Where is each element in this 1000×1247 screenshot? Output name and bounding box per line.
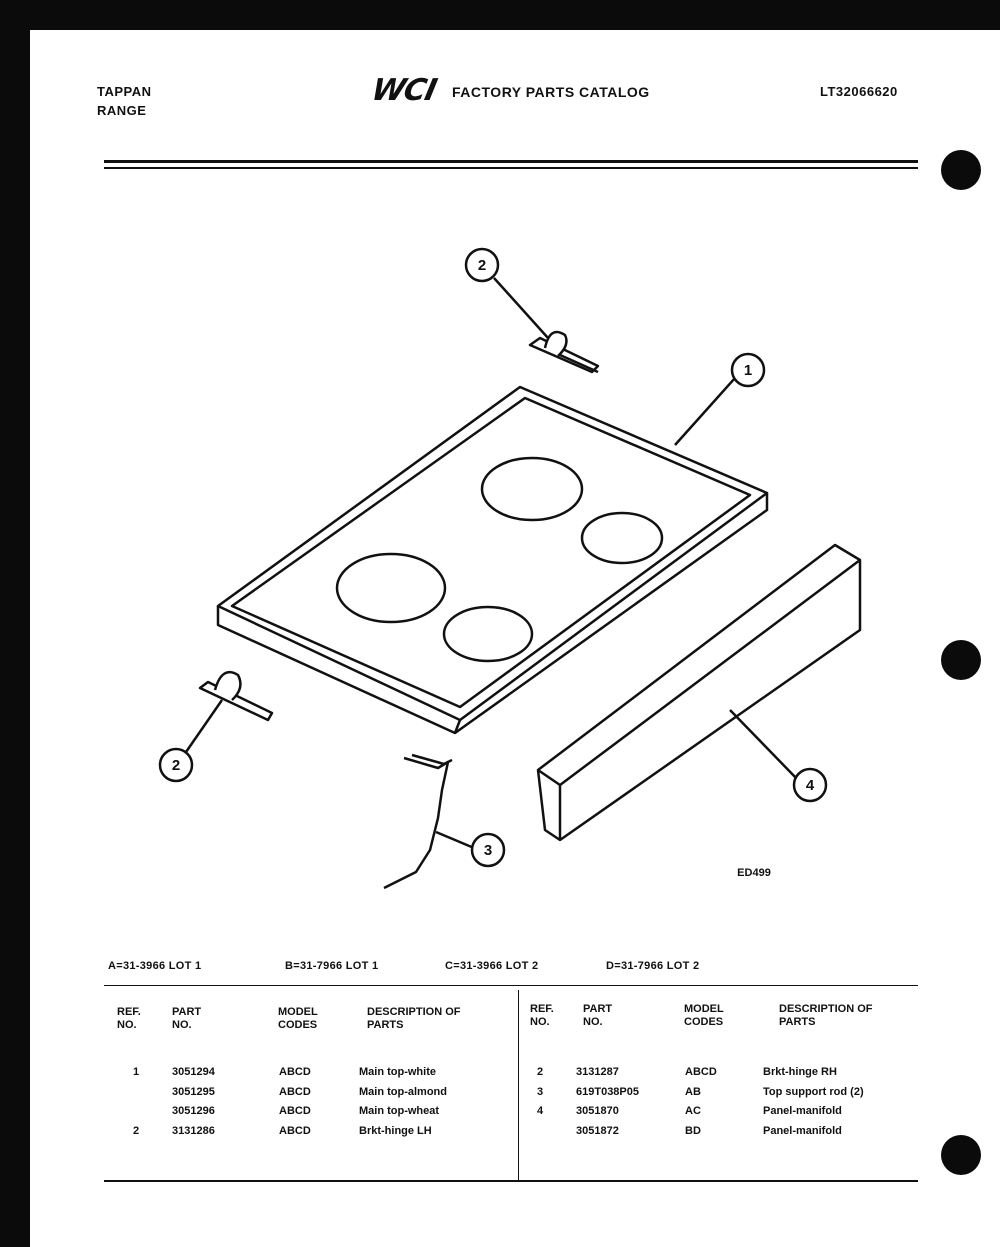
row-codes: ABCD [279,1066,311,1078]
col-model-codes: MODEL CODES [684,1003,724,1028]
callout-3: 3 [483,842,493,859]
brand-name: TAPPAN [97,84,152,99]
callout-2-top: 2 [477,257,487,274]
col-description: DESCRIPTION OF PARTS [367,1006,461,1031]
hinge-rh-drawing [530,332,598,372]
row-desc: Brkt-hinge RH [763,1066,837,1078]
col-ref-no: REF. NO. [117,1006,141,1031]
catalog-title: FACTORY PARTS CATALOG [452,84,650,100]
row-ref: 3 [537,1086,544,1098]
model-code-b: B=31-7966 LOT 1 [285,960,379,972]
row-part: 3051294 [172,1066,215,1078]
callout-2-left: 2 [171,757,181,774]
row-part: 3051295 [172,1086,215,1098]
row-desc: Main top-wheat [359,1105,440,1117]
product-type: RANGE [97,103,147,118]
catalog-number: LT32066620 [820,84,898,99]
col-model-codes: MODEL CODES [278,1006,318,1031]
row-codes: ABCD [279,1125,311,1137]
col-ref-no: REF. NO. [530,1003,554,1028]
drawing-id: ED499 [737,867,771,879]
row-desc: Main top-almond [359,1086,447,1098]
row-desc: Panel-manifold [763,1125,842,1137]
wci-logo: WCI [368,73,440,108]
row-part: 3051870 [576,1105,619,1117]
col-description: DESCRIPTION OF PARTS [779,1003,873,1028]
row-codes: AC [685,1105,701,1117]
row-codes: ABCD [685,1066,717,1078]
row-codes: ABCD [279,1086,311,1098]
model-code-c: C=31-3966 LOT 2 [445,960,539,972]
row-part: 3131287 [576,1066,619,1078]
table-bottom-rule [104,1180,918,1182]
table-top-rule [104,985,918,986]
row-part: 619T038P05 [576,1086,639,1098]
support-rod-drawing [384,755,452,888]
row-ref: 1 [133,1066,140,1078]
callout-4: 4 [805,777,815,794]
col-part-no: PART NO. [172,1006,202,1031]
row-ref: 4 [537,1105,544,1117]
row-ref: 2 [133,1125,140,1137]
row-codes: ABCD [279,1105,311,1117]
row-desc: Panel-manifold [763,1105,842,1117]
table-column-divider [518,990,519,1180]
row-codes: AB [685,1086,701,1098]
row-ref: 2 [537,1066,544,1078]
hinge-lh-drawing [200,672,272,720]
row-part: 3051872 [576,1125,619,1137]
row-desc: Main top-white [359,1066,436,1078]
row-codes: BD [685,1125,701,1137]
model-code-a: A=31-3966 LOT 1 [108,960,202,972]
row-desc: Brkt-hinge LH [359,1125,432,1137]
row-part: 3051296 [172,1105,215,1117]
row-desc: Top support rod (2) [763,1086,864,1098]
model-code-d: D=31-7966 LOT 2 [606,960,700,972]
col-part-no: PART NO. [583,1003,613,1028]
callout-1: 1 [743,362,753,379]
binder-hole [941,1135,981,1175]
row-part: 3131286 [172,1125,215,1137]
